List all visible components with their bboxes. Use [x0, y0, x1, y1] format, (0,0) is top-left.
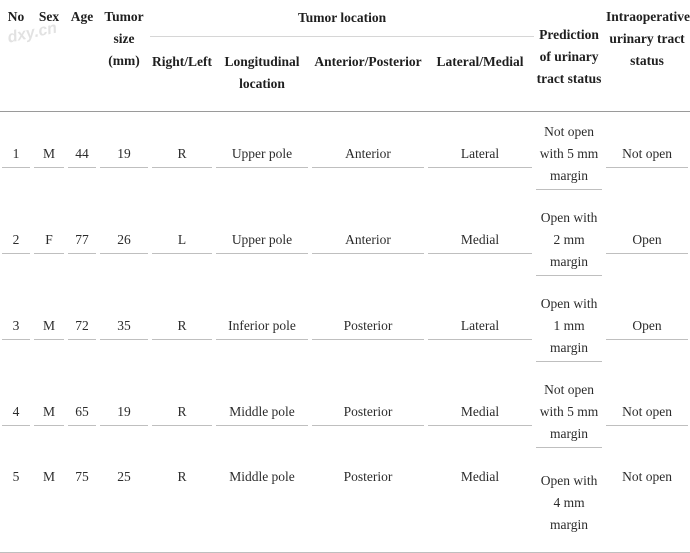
cell-size: 19	[100, 143, 148, 168]
cell-age: 65	[68, 401, 96, 426]
cell-intraoperative: Open	[606, 229, 688, 254]
cell-sex: M	[42, 469, 55, 484]
header-tumor-size: Tumor size (mm)	[98, 0, 150, 112]
header-anterior-posterior: Anterior/Posterior	[310, 37, 426, 112]
cell-no: 3	[2, 315, 30, 340]
watermark-logo: dxy.cn	[6, 19, 59, 47]
cell-size: 26	[100, 229, 148, 254]
cell-longitudinal: Upper pole	[216, 143, 308, 168]
cell-anterior-posterior: Anterior	[312, 229, 424, 254]
header-longitudinal: Longitudinal location	[214, 37, 310, 112]
cell-size: 35	[100, 315, 148, 340]
table-row	[0, 198, 690, 284]
cell-side: R	[152, 143, 212, 168]
table-row	[0, 284, 690, 370]
cell-intraoperative: Not open	[622, 469, 672, 484]
cell-longitudinal: Inferior pole	[216, 315, 308, 340]
cell-anterior-posterior: Posterior	[312, 315, 424, 340]
cell-anterior-posterior: Anterior	[312, 143, 424, 168]
header-age: Age	[66, 0, 98, 112]
cell-lateral-medial: Medial	[460, 469, 500, 484]
table-row	[0, 456, 690, 553]
cell-age: 72	[68, 315, 96, 340]
cell-longitudinal: Upper pole	[216, 229, 308, 254]
cell-sex: F	[34, 229, 64, 254]
cell-prediction: Open with 1 mm margin	[536, 293, 602, 362]
cell-anterior-posterior: Posterior	[312, 401, 424, 426]
header-sex: Sex	[32, 0, 66, 112]
cell-side: L	[152, 229, 212, 254]
header-intraoperative: Intraoperative urinary tract status	[604, 0, 690, 112]
cell-lateral-medial: Lateral	[428, 143, 532, 168]
header-prediction: Prediction of urinary tract status	[534, 0, 604, 112]
cell-no: 2	[2, 229, 30, 254]
header-lateral-medial: Lateral/Medial	[426, 37, 534, 112]
cell-anterior-posterior: Posterior	[343, 469, 393, 484]
cell-lateral-medial: Lateral	[428, 315, 532, 340]
cell-age: 75	[75, 469, 89, 484]
cell-prediction: Open with 4 mm margin	[540, 473, 598, 532]
cell-size: 19	[100, 401, 148, 426]
cell-side: R	[152, 315, 212, 340]
cell-longitudinal: Middle pole	[229, 469, 295, 484]
cell-sex: M	[34, 143, 64, 168]
cell-lateral-medial: Medial	[428, 229, 532, 254]
cell-age: 44	[68, 143, 96, 168]
table-row	[0, 370, 690, 456]
header-no: No	[0, 0, 32, 112]
cell-no: 4	[2, 401, 30, 426]
cell-longitudinal: Middle pole	[216, 401, 308, 426]
cell-side: R	[177, 469, 187, 484]
cell-prediction: Open with 2 mm margin	[536, 207, 602, 276]
header-right-left: Right/Left	[150, 37, 214, 112]
cell-intraoperative: Not open	[606, 143, 688, 168]
cell-intraoperative: Open	[606, 315, 688, 340]
table-row	[0, 112, 690, 198]
cell-no: 1	[2, 143, 30, 168]
cell-sex: M	[34, 401, 64, 426]
cell-intraoperative: Not open	[606, 401, 688, 426]
cell-prediction: Not open with 5 mm margin	[536, 121, 602, 190]
cell-sex: M	[34, 315, 64, 340]
header-tumor-location: Tumor location	[150, 0, 534, 37]
cell-age: 77	[68, 229, 96, 254]
cell-lateral-medial: Medial	[428, 401, 532, 426]
cell-no: 5	[12, 469, 20, 484]
cell-prediction: Not open with 5 mm margin	[536, 379, 602, 448]
cell-side: R	[152, 401, 212, 426]
cell-size: 25	[117, 469, 131, 484]
